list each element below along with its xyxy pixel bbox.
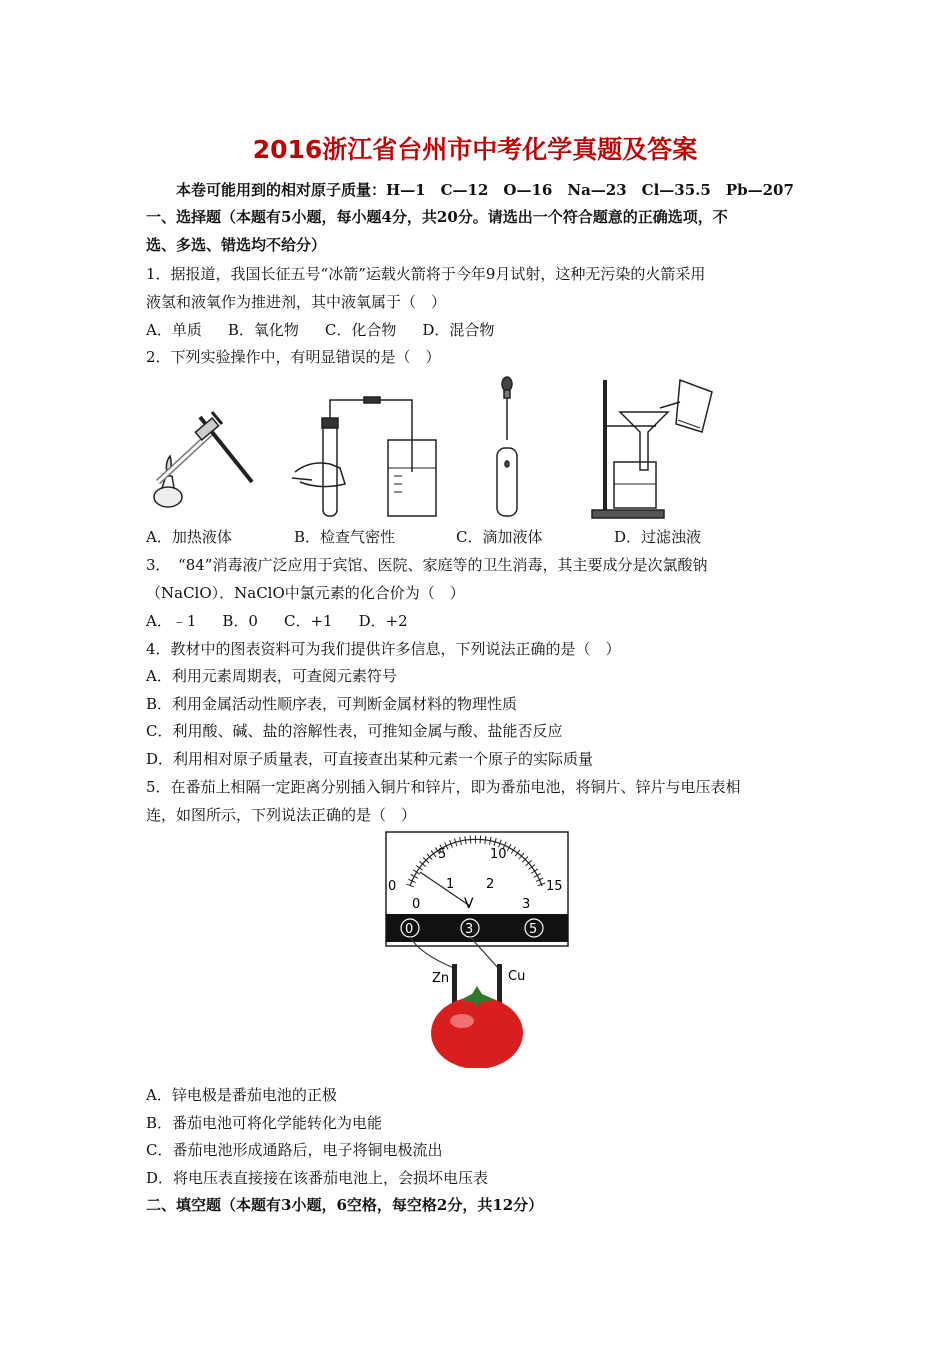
q1-option-c: C．化合物 <box>324 321 397 339</box>
atomic-masses-note: 本卷可能用到的相对原子质量：H—1 C—12 O—16 Na—23 Cl—35.5 Pb—207 <box>176 181 794 199</box>
scale-bottom-1: 1 <box>446 877 455 892</box>
q1-option-d: D．混合物 <box>422 321 495 339</box>
q3-line2: （NaClO）．NaClO中氯元素的化合价为（ ） <box>146 584 465 602</box>
terminal-label-5: 5 <box>529 922 538 937</box>
scale-top-10: 10 <box>490 847 507 862</box>
page-title: 2016浙江省台州市中考化学真题及答案 <box>252 135 698 164</box>
voltmeter-tomato-figure <box>380 828 576 1068</box>
check-airtightness-figure <box>292 397 436 516</box>
scale-top-15: 15 <box>546 879 563 894</box>
q4-option-b: B．利用金属活动性顺序表，可判断金属材料的物理性质 <box>146 695 518 713</box>
q3-line1: 3． “84”消毒液广泛应用于宾馆、医院、家庭等的卫生消毒，其主要成分是次氯酸钠 <box>146 556 708 574</box>
terminal-label-3: 3 <box>465 922 474 937</box>
q5-line1: 5．在番茄上相隔一定距离分别插入铜片和锌片，即为番茄电池，将铜片、锌片与电压表相 <box>146 778 741 796</box>
scale-top-0: 0 <box>388 879 397 894</box>
section2-heading: 二、填空题（本题有3小题，6空格，每空格2分，共12分） <box>146 1196 544 1214</box>
q5-line2: 连，如图所示，下列说法正确的是（ ） <box>146 806 417 824</box>
q3-option-a: A．﹣1 <box>146 612 197 630</box>
q1-line2: 液氢和液氧作为推进剂，其中液氧属于（ ） <box>146 293 447 311</box>
q1-line1: 1．据报道，我国长征五号“冰箭”运载火箭将于今年9月试射，这种无污染的火箭采用 <box>146 265 706 283</box>
cu-label: Cu <box>508 969 526 984</box>
voltmeter-unit: V <box>464 896 474 912</box>
q2-caption-c: C．滴加液体 <box>456 528 543 546</box>
q4-option-d: D．利用相对原子质量表，可直接查出某种元素一个原子的实际质量 <box>146 750 594 768</box>
q2-stem: 2．下列实验操作中，有明显错误的是（ ） <box>146 348 441 366</box>
q4-stem: 4．教材中的图表资料可为我们提供许多信息，下列说法正确的是（ ） <box>146 640 621 658</box>
q4-option-c: C．利用酸、碱、盐的溶解性表，可推知金属与酸、盐能否反应 <box>146 722 563 740</box>
q3-option-b: B．0 <box>222 612 258 630</box>
q2-figures <box>140 372 740 524</box>
dropping-liquid-figure <box>497 377 517 516</box>
q2-caption-a: A．加热液体 <box>146 528 232 546</box>
q3-options <box>146 611 434 631</box>
scale-bottom-2: 2 <box>486 877 495 892</box>
q2-caption-b: B．检查气密性 <box>294 528 396 546</box>
q5-option-b: B．番茄电池可将化学能转化为电能 <box>146 1114 383 1132</box>
q1-option-b: B．氧化物 <box>227 321 299 339</box>
copper-electrode <box>497 964 502 1004</box>
heating-liquid-figure <box>154 412 252 507</box>
q3-option-c: C．+1 <box>283 612 333 630</box>
q1-option-a: A．单质 <box>146 321 202 339</box>
q2-caption-d: D．过滤浊液 <box>614 528 702 546</box>
section1-heading-line1: 一、选择题（本题有5小题，每小题4分，共20分。请选出一个符合题意的正确选项，不 <box>146 208 728 226</box>
q4-option-a: A．利用元素周期表，可查阅元素符号 <box>146 667 397 685</box>
scale-bottom-0: 0 <box>412 897 421 912</box>
q5-option-a: A．锌电极是番茄电池的正极 <box>146 1086 337 1104</box>
terminal-label-0: 0 <box>405 922 414 937</box>
scale-bottom-3: 3 <box>522 897 531 912</box>
q1-options <box>146 320 520 340</box>
scale-top-5: 5 <box>438 847 447 862</box>
q5-option-d: D．将电压表直接接在该番茄电池上，会损坏电压表 <box>146 1169 489 1187</box>
zinc-electrode <box>452 964 457 1004</box>
q5-option-c: C．番茄电池形成通路后，电子将铜电极流出 <box>146 1141 443 1159</box>
section1-heading-line2: 选、多选、错选均不给分） <box>146 236 327 254</box>
tomato-highlight <box>450 1014 474 1028</box>
filtering-figure <box>592 380 712 518</box>
q3-option-d: D．+2 <box>358 612 408 630</box>
zn-label: Zn <box>432 971 450 986</box>
